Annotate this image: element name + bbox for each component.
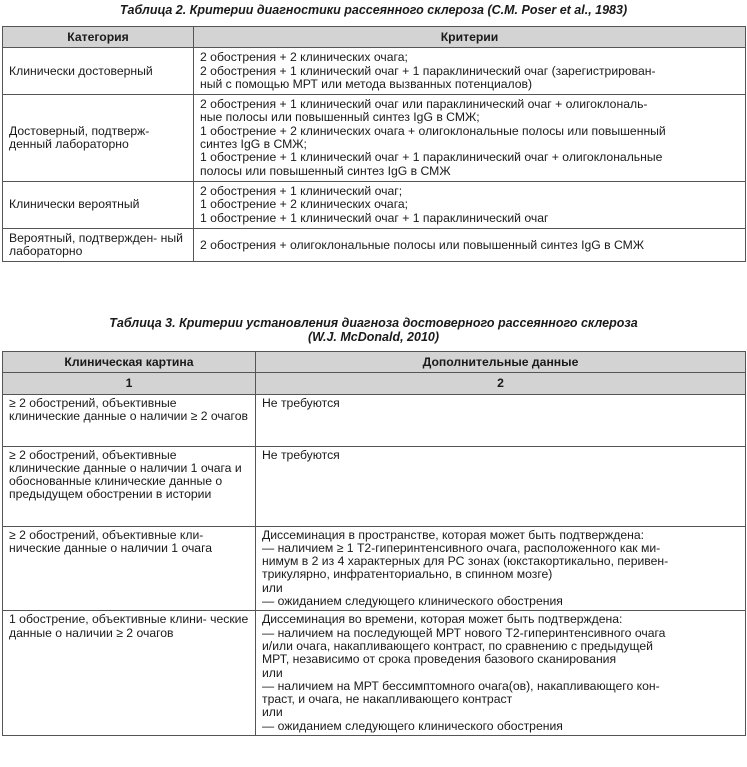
table-number-row	[3, 373, 746, 394]
category-cell: Достоверный, подтверж- денный лабораторно	[3, 95, 194, 182]
criteria-cell: 2 обострения + олигоклональные полосы или повышенный синтез IgG в СМЖ	[194, 228, 746, 262]
category-cell: Вероятный, подтвержден- ный лабораторно	[3, 228, 194, 262]
clinical-cell: 1 обострение, объективные клини- ческие данные о наличии ≥ 2 очагов	[3, 611, 256, 736]
header-additional: Дополнительные данные	[256, 352, 746, 373]
table-row	[3, 48, 746, 95]
additional-cell: Не требуются	[256, 394, 746, 446]
clinical-cell: ≥ 2 обострений, объективные клинические данные о наличии ≥ 2 очагов	[3, 394, 256, 446]
table-header-row	[3, 27, 746, 48]
header-category: Категория	[3, 27, 194, 48]
category-cell: Клинически достоверный	[3, 48, 194, 95]
table-row	[3, 446, 746, 526]
table2-caption: Таблица 2. Критерии диагностики рассеянного склероза (C.M. Poser et al., 1983)	[119, 3, 628, 17]
table-header-row	[3, 352, 746, 373]
header-clinical: Клиническая картина	[3, 352, 256, 373]
category-cell: Клинически вероятный	[3, 181, 194, 228]
table-row	[3, 95, 746, 182]
table3-caption-line2: (W.J. McDonald, 2010)	[307, 330, 440, 344]
table-row	[3, 526, 746, 611]
table-row	[3, 228, 746, 262]
table-row	[3, 394, 746, 446]
clinical-cell: ≥ 2 обострений, объективные кли- нические данные о наличии 1 очага	[3, 526, 256, 611]
header-criteria: Критерии	[194, 27, 746, 48]
table3-caption-line1: Таблица 3. Критерии установления диагноза достоверного рассеянного склероза	[109, 316, 638, 330]
column-number-2: 2	[256, 373, 746, 394]
additional-cell: Диссеминация во времени, которая может быть подтверждена: — наличием на последующей МРТ нового Т2-гиперинтенсивного очага и/или очага, накапливающего контраст, по сравнению с предыдущей МРТ, независимо от срока проведения базового сканирования или — наличием на МРТ бессимптомного очага(ов), накапливающего кон- траст, и очага, не накапливающего контраст или — ожиданием следующего клинического обострения	[256, 611, 746, 736]
additional-cell: Диссеминация в пространстве, которая может быть подтверждена: — наличием ≥ 1 Т2-гиперинтенсивного очага, расположенного как ми- нимум в 2 из 4 характерных для РС зонах (юкстакортикально, перивен- трикулярно, инфратенториально, в спинном мозге) или — ожиданием следующего клинического обострения	[256, 526, 746, 611]
table-row	[3, 611, 746, 736]
mcdonald-criteria-table	[2, 351, 746, 736]
column-number-1: 1	[3, 373, 256, 394]
table-row	[3, 181, 746, 228]
criteria-cell: 2 обострения + 1 клинический очаг или параклинический очаг + олигоклональ- ные полосы или повышенный синтез IgG в СМЖ; 1 обострение + 2 клинических очага + олигоклональные полосы или повышенный синтез IgG в СМЖ; 1 обострение + 1 клинический очаг + 1 параклинический очаг + олигоклональные полосы или повышенный синтез IgG в СМЖ	[194, 95, 746, 182]
criteria-cell: 2 обострения + 1 клинический очаг; 1 обострение + 2 клинических очага; 1 обострение + 1 клинический очаг + 1 параклинический очаг	[194, 181, 746, 228]
additional-cell: Не требуются	[256, 446, 746, 526]
poser-criteria-table	[2, 26, 746, 262]
clinical-cell: ≥ 2 обострений, объективные клинические данные о наличии 1 очага и обоснованные клинические данные о предыдущем обострении в истории	[3, 446, 256, 526]
criteria-cell: 2 обострения + 2 клинических очага; 2 обострения + 1 клинический очаг + 1 параклинический очаг (зарегистрирован- ный с помощью МРТ или метода вызванных потенциалов)	[194, 48, 746, 95]
